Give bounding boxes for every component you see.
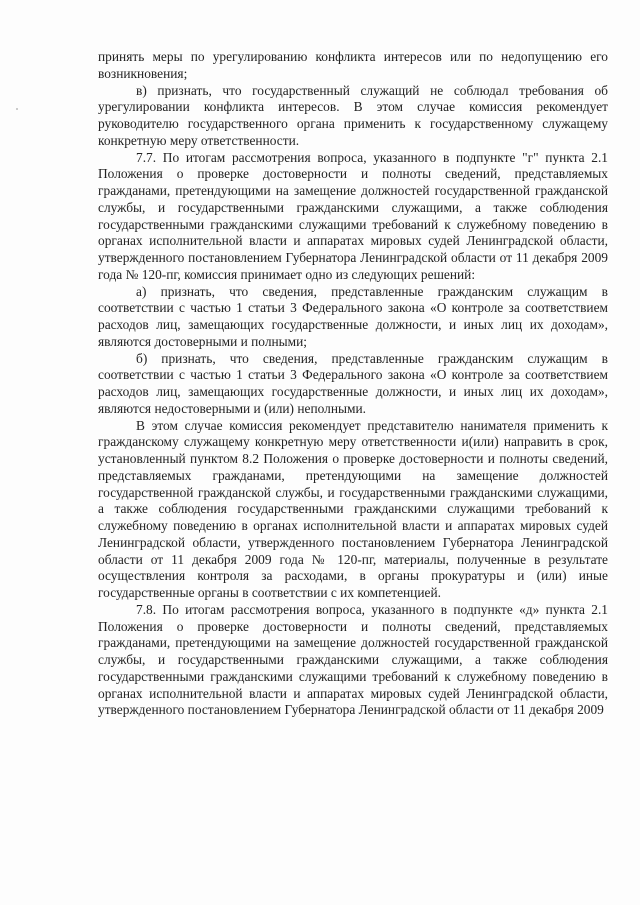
paragraph-item-b: б) признать, что сведения, представленные гражданским служащим в соответствии с частью 1 статьи 3 Федерального закона «О контроле за соответствием расходов лиц, замещающих государственные должности, и иных лиц их доходам», являются недостоверными и (или) неполными. [98,350,608,416]
document-body [98,49,608,719]
paragraph-recommendation: В этом случае комиссия рекомендует представителю нанимателя применить к гражданскому служащему конкретную меру ответственности и(или) направить в срок, установленный пунктом 8.2 Положения о проверке достоверности и полноты сведений, представляемых гражданами, претендующими на замещение должностей государственной гражданской службы, и государственными гражданскими служащими, а также соблюдения государственными гражданскими служащими требований к служебному поведению в органах исполнительной власти и аппаратах мировых судей Ленинградской области, утвержденного постановлением Губернатора Ленинградской области от 11 декабря 2009 года № 120-пг, материалы, полученные в результате осуществления контроля за расходами, в органы прокуратуры и (или) иные государственные органы в соответствии с их компетенцией. [98,417,608,600]
paragraph-7-8: 7.8. По итогам рассмотрения вопроса, указанного в подпункте «д» пункта 2.1 Положения о проверке достоверности и полноты сведений, представляемых гражданами, претендующими на замещение должностей государственной гражданской службы, и государственными гражданскими служащими, а также соблюдения государственными гражданскими служащими требований к служебному поведению в органах исполнительной власти и аппаратах мировых судей Ленинградской области, утвержденного постановлением Губернатора Ленинградской области от 11 декабря 2009 [98,601,608,718]
paragraph-item-a: а) признать, что сведения, представленные гражданским служащим в соответствии с частью 1 статьи 3 Федерального закона «О контроле за соответствием расходов лиц, замещающих государственные должности, и иных лиц их доходам», являются достоверными и полными; [98,283,608,349]
paragraph-item-v: в) признать, что государственный служащий не соблюдал требования об урегулировании конфликта интересов. В этом случае комиссия рекомендует руководителю государственного органа применить к государственному служащему конкретную меру ответственности. [98,82,608,148]
paragraph-continuation: принять меры по урегулированию конфликта интересов или по недопущению его возникновения; [98,49,608,81]
paragraph-7-7: 7.7. По итогам рассмотрения вопроса, указанного в подпункте "г" пункта 2.1 Положения о проверке достоверности и полноты сведений, представляемых гражданами, претендующими на замещение должностей государственной гражданской службы, и государственными гражданскими служащими, а также соблюдения государственными гражданскими служащими требований к служебному поведению в органах исполнительной власти и аппаратах мировых судей Ленинградской области, утвержденного постановлением Губернатора Ленинградской области от 11 декабря 2009 года № 120-пг, комиссия принимает одно из следующих решений: [98,149,608,282]
scan-speck [16,108,18,110]
